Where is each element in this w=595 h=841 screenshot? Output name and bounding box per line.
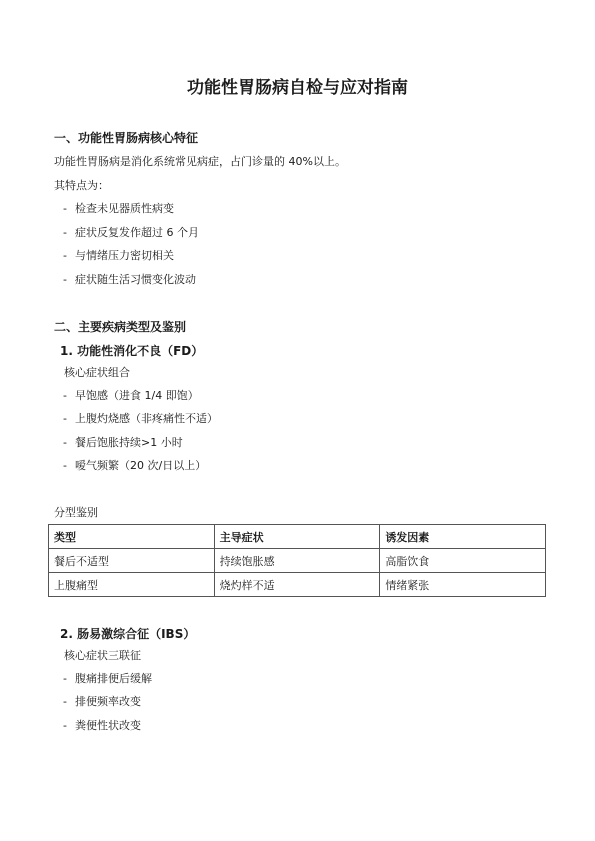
list-item: - 症状反复发作超过 6 个月 — [63, 226, 199, 239]
list-item: - 嗳气频繁（20 次/日以上） — [63, 459, 207, 472]
table-header-row — [49, 525, 546, 549]
list-item: - 早饱感（进食 1/4 即饱） — [63, 389, 199, 402]
ibs-subheading: 核心症状三联征 — [64, 649, 141, 662]
table-row — [49, 549, 546, 573]
fd-subheading: 核心症状组合 — [64, 366, 130, 379]
table-cell: 烧灼样不适 — [214, 573, 380, 597]
list-item: - 上腹灼烧感（非疼痛性不适） — [63, 412, 218, 425]
table-cell: 高脂饮食 — [380, 549, 546, 573]
section1-lead: 其特点为： — [54, 179, 109, 192]
section2-heading: 二、主要疾病类型及鉴别 — [54, 320, 187, 334]
list-item: - 症状随生活习惯变化波动 — [63, 273, 196, 286]
table-caption: 分型鉴别 — [54, 506, 98, 519]
table-header-cell: 诱发因素 — [380, 525, 546, 549]
list-item: - 与情绪压力密切相关 — [63, 249, 174, 262]
section1-intro: 功能性胃肠病是消化系统常见病症，占门诊量的 40%以上。 — [54, 155, 346, 168]
table-cell: 持续饱胀感 — [214, 549, 380, 573]
table-header-cell: 类型 — [49, 525, 215, 549]
list-item: - 餐后饱胀持续>1 小时 — [63, 436, 183, 449]
page-title: 功能性胃肠病自检与应对指南 — [187, 78, 408, 98]
table-row — [49, 573, 546, 597]
table-header-cell: 主导症状 — [214, 525, 380, 549]
table-cell: 餐后不适型 — [49, 549, 215, 573]
section1-heading: 一、功能性胃肠病核心特征 — [54, 131, 199, 145]
list-item: - 粪便性状改变 — [63, 719, 141, 732]
fd-heading: 1. 功能性消化不良（FD） — [60, 344, 204, 358]
ibs-heading: 2. 肠易激综合征（IBS） — [60, 627, 196, 641]
list-item: - 检查未见器质性病变 — [63, 202, 174, 215]
subtype-table — [48, 524, 546, 597]
list-item: - 排便频率改变 — [63, 695, 141, 708]
table-cell: 情绪紧张 — [380, 573, 546, 597]
list-item: - 腹痛排便后缓解 — [63, 672, 152, 685]
table-cell: 上腹痛型 — [49, 573, 215, 597]
